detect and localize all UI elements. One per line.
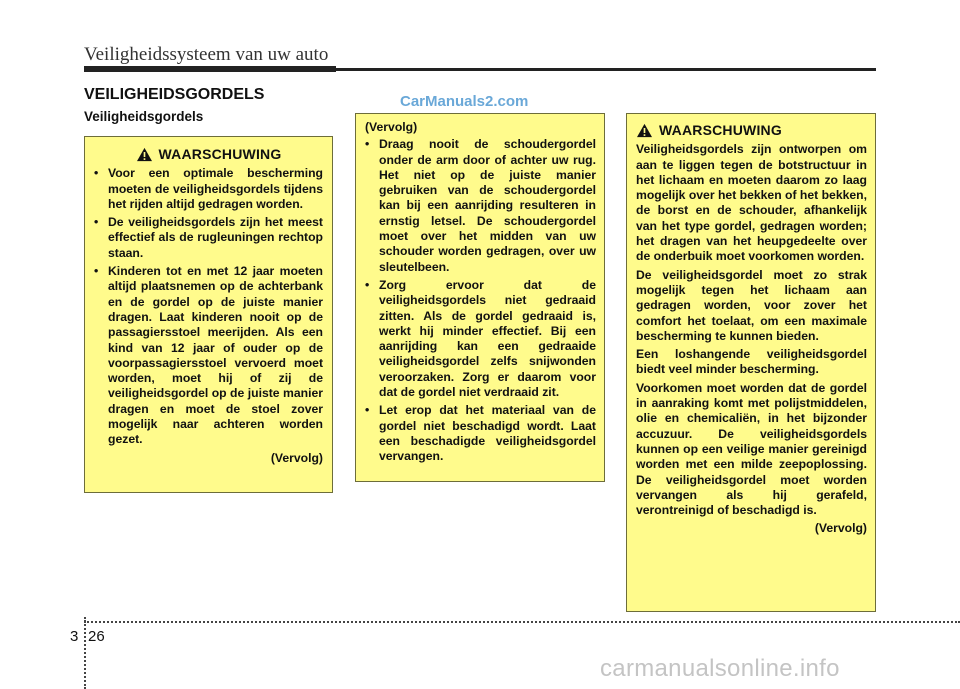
continued-from-label: (Vervolg) xyxy=(365,120,418,134)
section-title: VEILIGHEIDSGORDELS xyxy=(84,86,265,103)
footer-vertical-rule xyxy=(84,617,86,689)
warning-heading xyxy=(636,123,867,138)
subsection-title: Veiligheidsgordels xyxy=(84,109,204,124)
warning-triangle-icon xyxy=(136,147,153,162)
watermark-bottom: carmanualsonline.info xyxy=(600,655,840,682)
list-item: • Voor een optimale bescherming moeten de veiligheidsgordels tijdens het rijden altijd gedragen worden. xyxy=(94,166,323,212)
warning-paragraph: Voorkomen moet worden dat de gordel in aanraking komt met polijstmiddelen, olie en chemicaliën, in het bijzonder accuzuur. De veiligheidsgordels kunnen op een veilige manier gereinigd worden met een milde zeepoplossing. De veiligheidsgordel moet worden vervangen als hij gerafeld, verontreinigd of beschadigd is. xyxy=(636,380,867,518)
warning-paragraph: Een loshangende veiligheidsgordel biedt veel minder bescherming. xyxy=(636,347,867,377)
warning-paragraph: De veiligheidsgordel moet zo strak mogelijk tegen het lichaam aan gedragen worden, voor zover het comfort het toelaat, om een maximale bescherming te kunnen bieden. xyxy=(636,267,867,343)
warning-box-3 xyxy=(626,113,876,612)
list-item: • Zorg ervoor dat de veiligheidsgordels niet gedraaid zitten. Als de gordel gedraaid is, werkt hij minder effectief. Bij een aanrijding kan een gedraaide veiligheidsgordel zelfs snijwonden veroorzaken. Zorg er daarom voor dat de gordel niet verdraaid zit. xyxy=(365,278,596,400)
continued-label: (Vervolg) xyxy=(814,521,867,536)
page-number: 26 xyxy=(88,628,105,645)
list-item: • Draag nooit de schoudergordel onder de arm door of achter uw rug. Het niet op de juiste manier gebruiken van de schoudergordel kan bij een aanrijding resulteren in ernstig letsel. De schoudergordel moet over het midden van uw schouder worden gedragen, over uw sleutelbeen. xyxy=(365,137,596,275)
warning-title: WAARSCHUWING xyxy=(158,146,282,162)
list-item: • De veiligheidsgordels zijn het meest effectief als de rugleuningen rechtop staan. xyxy=(94,215,323,261)
warning-list xyxy=(94,166,323,447)
footer-rule xyxy=(84,621,960,623)
warning-heading xyxy=(94,147,323,162)
warning-paragraph: Veiligheidsgordels zijn ontworpen om aan te liggen tegen de botstructuur in het lichaam en moeten daarom zo laag mogelijk over het bekken of het bekken, de borst en de schouder, afhankelijk van het type gordel, gedragen worden; het dragen van het heupgedeelte over de onderbuik moet voorkomen worden. xyxy=(636,142,867,264)
warning-title: WAARSCHUWING xyxy=(659,122,782,138)
warning-box-1 xyxy=(84,136,333,493)
list-item: • Let erop dat het materiaal van de gordel niet beschadigd wordt. Laat een beschadigde veiligheidsgordel vervangen. xyxy=(365,403,596,464)
header-rule xyxy=(84,68,876,71)
warning-list xyxy=(365,137,596,464)
continued-label: (Vervolg) xyxy=(270,450,323,465)
list-item: • Kinderen tot en met 12 jaar moeten altijd plaatsnemen op de achterbank en de gordel op de juiste manier dragen. Laat kinderen nooit op de passagiersstoel meerijden. Als een kind van 12 jaar of ouder op de voorpassagiersstoel vervoerd moet worden, moet hij of zij de veiligheidsgordel op de juiste manier dragen en moet de stoel zover mogelijk naar achteren worden gezet. xyxy=(94,264,323,448)
chapter-number: 3 xyxy=(70,628,79,645)
warning-box-2 xyxy=(355,113,605,482)
page-header-title: Veiligheidssysteem van uw auto xyxy=(84,44,329,65)
warning-triangle-icon xyxy=(636,123,653,138)
watermark-top: CarManuals2.com xyxy=(400,93,529,110)
